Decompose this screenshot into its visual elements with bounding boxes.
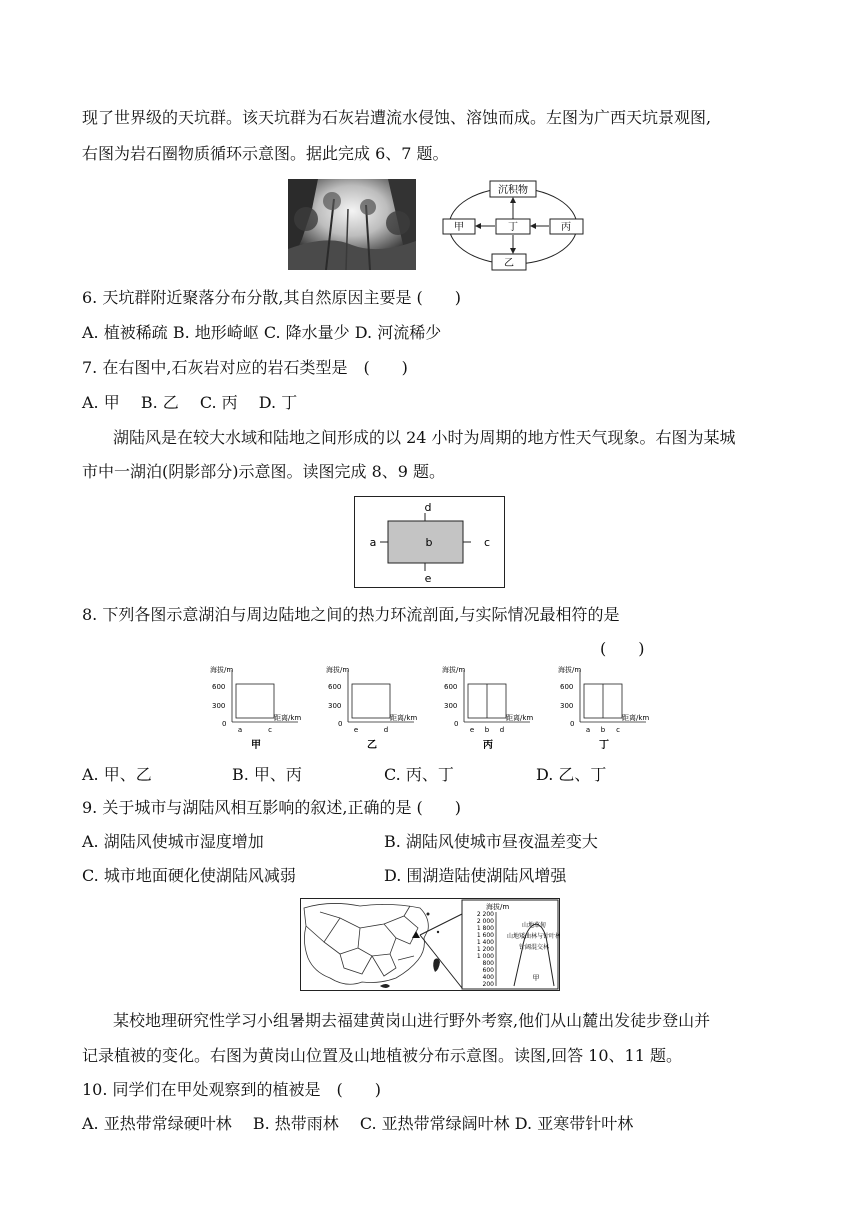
mountain-tick-label: 1 200	[476, 946, 494, 953]
profile-name: 丙	[483, 740, 493, 751]
rock-bing-label: 丙	[561, 222, 571, 233]
huanggang-intro-line-2: 记录植被的变化。右图为黄岗山位置及山地植被分布示意图。读图,回答 10、11 题。	[82, 1046, 682, 1065]
q10-stem: 10. 同学们在甲处观察到的植被是 ( )	[82, 1080, 382, 1099]
profile-xlabel: 距离/km	[506, 714, 534, 722]
mountain-tick-label: 2 200	[476, 911, 494, 918]
q9-option-c: C. 城市地面硬化使湖陆风减弱	[82, 866, 296, 885]
profile-y600: 600	[212, 683, 226, 691]
profile-tick-b: b	[484, 726, 490, 734]
intro-line-2: 右图为岩石圈物质循环示意图。据此完成 6、7 题。	[82, 144, 449, 163]
circulation-profiles	[208, 662, 668, 754]
profile-tick-e: e	[353, 726, 359, 734]
q8-option-a: A. 甲、乙	[82, 765, 152, 784]
rock-cycle-diagram	[440, 179, 586, 272]
lake-a-label: a	[369, 536, 377, 549]
profile-y600: 600	[328, 683, 342, 691]
profile-y300: 300	[212, 702, 226, 710]
mountain-tick-label: 1 800	[476, 925, 494, 932]
profile-xlabel: 距离/km	[622, 714, 650, 722]
lake-c-label: c	[483, 536, 491, 549]
profile-y600: 600	[444, 683, 458, 691]
mountain-tick-label: 1 400	[476, 939, 494, 946]
q8-option-c: C. 丙、丁	[384, 765, 454, 784]
profile-y300: 300	[560, 702, 574, 710]
profile-ylabel: 海拔/m	[442, 666, 466, 674]
q9-stem: 9. 关于城市与湖陆风相互影响的叙述,正确的是 ( )	[82, 798, 462, 817]
profile-tick-c: c	[268, 726, 272, 734]
rock-jia-label: 甲	[454, 222, 464, 233]
profile-xlabel: 距离/km	[274, 714, 302, 722]
profile-4	[558, 665, 649, 751]
q8-option-d: D. 乙、丁	[536, 765, 607, 784]
lake-d-label: d	[424, 501, 432, 514]
mountain-label-4: 甲	[532, 974, 540, 982]
profile-xlabel: 距离/km	[390, 714, 418, 722]
profile-tick-c: c	[616, 726, 620, 734]
mountain-chart-ylabel: 海拔/m	[486, 903, 510, 911]
huanggang-intro-line-1: 某校地理研究性学习小组暑期去福建黄岗山进行野外考察,他们从山麓出发徒步登山并	[113, 1011, 711, 1030]
profile-ylabel: 海拔/m	[210, 666, 234, 674]
q9-option-b: B. 湖陆风使城市昼夜温差变大	[384, 832, 598, 851]
q10-options: A. 亚热带常绿硬叶林 B. 热带雨林 C. 亚热带常绿阔叶林 D. 亚寒带针叶林	[82, 1114, 634, 1133]
profile-ylabel: 海拔/m	[326, 666, 350, 674]
profile-y0: 0	[338, 720, 343, 728]
circulation-loop	[352, 684, 390, 718]
profile-tick-d: d	[499, 726, 505, 734]
lake-intro-line-2: 市中一湖泊(阴影部分)示意图。读图完成 8、9 题。	[82, 462, 446, 481]
q6-stem: 6. 天坑群附近聚落分布分散,其自然原因主要是 ( )	[82, 288, 462, 307]
lake-map	[354, 496, 505, 588]
mountain-label-1: 山地草甸	[521, 922, 547, 929]
mountain-tick-label: 1 000	[476, 953, 494, 960]
rock-ding-label: 丁	[508, 222, 518, 233]
q8-bracket: ( )	[600, 639, 645, 658]
mountain-label-3: 针阔混交林	[518, 944, 550, 951]
huanggang-figure	[300, 898, 560, 991]
profile-3	[442, 665, 533, 751]
profile-name: 乙	[367, 740, 377, 751]
profile-y600: 600	[560, 683, 574, 691]
mountain-tick-label: 800	[482, 960, 494, 967]
profile-1	[210, 665, 301, 751]
q7-stem: 7. 在右图中,石灰岩对应的岩石类型是 ( )	[82, 358, 408, 377]
profile-tick-a: a	[237, 726, 243, 734]
profile-y0: 0	[570, 720, 575, 728]
q8-option-b: B. 甲、丙	[232, 765, 302, 784]
profile-tick-b: b	[600, 726, 606, 734]
circulation-loop	[236, 684, 274, 718]
intro-line-1: 现了世界级的天坑群。该天坑群为石灰岩遭流水侵蚀、溶蚀而成。左图为广西天坑景观图,	[82, 108, 712, 127]
profile-name: 丁	[599, 740, 609, 751]
mountain-tick-label: 600	[482, 967, 494, 974]
tiankeng-photo	[288, 179, 416, 270]
lake-b-label: b	[425, 536, 433, 549]
lake-e-label: e	[424, 572, 432, 585]
profile-2	[326, 665, 417, 751]
profile-y0: 0	[222, 720, 227, 728]
rock-yi-label: 乙	[504, 258, 514, 269]
rock-sediment-label: 沉积物	[498, 185, 528, 196]
mountain-tick-label: 1 600	[476, 932, 494, 939]
q9-option-a: A. 湖陆风使城市湿度增加	[82, 832, 264, 851]
mountain-label-2: 山地矮曲林与针叶林	[506, 933, 560, 940]
profile-tick-d: d	[383, 726, 389, 734]
profile-tick-e: e	[469, 726, 475, 734]
profile-tick-a: a	[585, 726, 591, 734]
q6-options: A. 植被稀疏 B. 地形崎岖 C. 降水量少 D. 河流稀少	[82, 323, 442, 342]
q8-stem: 8. 下列各图示意湖泊与周边陆地之间的热力环流剖面,与实际情况最相符的是	[82, 605, 620, 624]
profile-y300: 300	[328, 702, 342, 710]
q7-options: A. 甲 B. 乙 C. 丙 D. 丁	[82, 393, 298, 412]
profile-y0: 0	[454, 720, 459, 728]
mountain-tick-label: 2 000	[476, 918, 494, 925]
q9-option-d: D. 围湖造陆使湖陆风增强	[384, 866, 567, 885]
lake-intro-line-1: 湖陆风是在较大水域和陆地之间形成的以 24 小时为周期的地方性天气现象。右图为某城	[113, 428, 736, 447]
profile-y300: 300	[444, 702, 458, 710]
mountain-tick-label: 400	[482, 974, 494, 981]
profile-name: 甲	[251, 740, 261, 751]
profile-ylabel: 海拔/m	[558, 666, 582, 674]
mountain-tick-label: 200	[482, 981, 494, 988]
